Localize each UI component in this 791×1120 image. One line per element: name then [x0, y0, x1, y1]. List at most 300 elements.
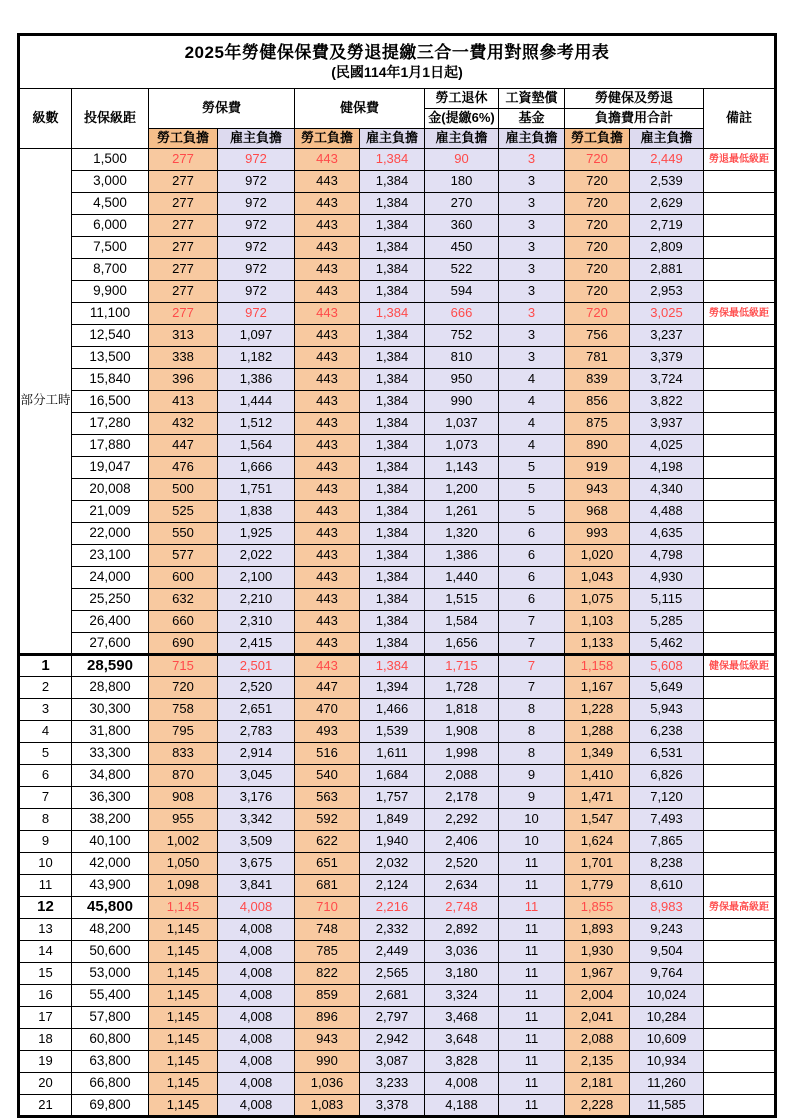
value-cell: 1,200 [425, 479, 499, 501]
value-cell: 11 [499, 1029, 565, 1051]
value-cell: 2,942 [360, 1029, 425, 1051]
table-row [19, 501, 776, 523]
value-cell: 943 [565, 479, 630, 501]
value-cell: 758 [149, 699, 218, 721]
value-cell: 622 [295, 831, 360, 853]
value-cell: 516 [295, 743, 360, 765]
value-cell: 1,288 [565, 721, 630, 743]
value-cell: 972 [218, 193, 295, 215]
value-cell: 972 [218, 171, 295, 193]
value-cell: 972 [218, 281, 295, 303]
value-cell: 443 [295, 347, 360, 369]
value-cell: 447 [295, 677, 360, 699]
value-cell: 2,449 [630, 149, 704, 171]
value-cell: 990 [295, 1051, 360, 1073]
bracket-cell: 34,800 [72, 765, 149, 787]
level-cell: 9 [19, 831, 72, 853]
value-cell: 443 [295, 369, 360, 391]
title-row [19, 35, 776, 89]
value-cell: 6,531 [630, 743, 704, 765]
value-cell: 890 [565, 435, 630, 457]
table-body [19, 149, 776, 1117]
header-labor-employee-share: 勞工負擔 [149, 129, 218, 149]
value-cell: 720 [565, 149, 630, 171]
bracket-cell: 27,600 [72, 633, 149, 655]
header-health-fee: 健保費 [295, 89, 425, 129]
table-row [19, 281, 776, 303]
remark-cell [704, 237, 776, 259]
value-cell: 443 [295, 655, 360, 677]
bracket-cell: 66,800 [72, 1073, 149, 1095]
value-cell: 896 [295, 1007, 360, 1029]
value-cell: 2,032 [360, 853, 425, 875]
value-cell: 2,124 [360, 875, 425, 897]
value-cell: 6 [499, 545, 565, 567]
bracket-cell: 11,100 [72, 303, 149, 325]
value-cell: 447 [149, 435, 218, 457]
value-cell: 1,384 [360, 215, 425, 237]
value-cell: 2,210 [218, 589, 295, 611]
value-cell: 8 [499, 743, 565, 765]
remark-cell [704, 215, 776, 237]
level-cell: 17 [19, 1007, 72, 1029]
table-row [19, 1007, 776, 1029]
value-cell: 1,940 [360, 831, 425, 853]
value-cell: 1,444 [218, 391, 295, 413]
value-cell: 720 [565, 215, 630, 237]
value-cell: 3,468 [425, 1007, 499, 1029]
value-cell: 1,384 [360, 523, 425, 545]
value-cell: 1,261 [425, 501, 499, 523]
value-cell: 443 [295, 633, 360, 655]
bracket-cell: 33,300 [72, 743, 149, 765]
value-cell: 993 [565, 523, 630, 545]
value-cell: 6,826 [630, 765, 704, 787]
value-cell: 3,379 [630, 347, 704, 369]
value-cell: 1,466 [360, 699, 425, 721]
table-row [19, 149, 776, 171]
value-cell: 7,120 [630, 787, 704, 809]
value-cell: 11 [499, 963, 565, 985]
table-row [19, 611, 776, 633]
header-level: 級數 [19, 89, 72, 149]
remark-cell [704, 567, 776, 589]
bracket-cell: 60,800 [72, 1029, 149, 1051]
value-cell: 2,228 [565, 1095, 630, 1117]
remark-cell [704, 259, 776, 281]
value-cell: 859 [295, 985, 360, 1007]
level-cell: 13 [19, 919, 72, 941]
value-cell: 1,930 [565, 941, 630, 963]
value-cell: 443 [295, 325, 360, 347]
remark-cell [704, 633, 776, 655]
bracket-cell: 9,900 [72, 281, 149, 303]
value-cell: 2,783 [218, 721, 295, 743]
remark-cell [704, 479, 776, 501]
value-cell: 2,406 [425, 831, 499, 853]
value-cell: 943 [295, 1029, 360, 1051]
value-cell: 90 [425, 149, 499, 171]
value-cell: 1,838 [218, 501, 295, 523]
level-cell: 11 [19, 875, 72, 897]
remark-cell [704, 545, 776, 567]
value-cell: 8,238 [630, 853, 704, 875]
value-cell: 5 [499, 501, 565, 523]
bracket-cell: 19,047 [72, 457, 149, 479]
value-cell: 9,504 [630, 941, 704, 963]
value-cell: 180 [425, 171, 499, 193]
header-health-employer-share: 雇主負擔 [360, 129, 425, 149]
value-cell: 1,998 [425, 743, 499, 765]
value-cell: 972 [218, 259, 295, 281]
value-cell: 3,937 [630, 413, 704, 435]
bracket-cell: 16,500 [72, 391, 149, 413]
bracket-cell: 7,500 [72, 237, 149, 259]
value-cell: 1,043 [565, 567, 630, 589]
remark-cell [704, 523, 776, 545]
value-cell: 500 [149, 479, 218, 501]
value-cell: 11 [499, 941, 565, 963]
bracket-cell: 23,100 [72, 545, 149, 567]
value-cell: 4 [499, 413, 565, 435]
value-cell: 919 [565, 457, 630, 479]
bracket-cell: 50,600 [72, 941, 149, 963]
value-cell: 1,728 [425, 677, 499, 699]
table-row [19, 325, 776, 347]
bracket-cell: 69,800 [72, 1095, 149, 1117]
level-cell: 19 [19, 1051, 72, 1073]
value-cell: 1,073 [425, 435, 499, 457]
value-cell: 3,342 [218, 809, 295, 831]
value-cell: 1,715 [425, 655, 499, 677]
table-row [19, 897, 776, 919]
header-pension-line1: 勞工退休 [425, 89, 499, 109]
value-cell: 1,384 [360, 611, 425, 633]
value-cell: 11 [499, 875, 565, 897]
value-cell: 2,520 [425, 853, 499, 875]
table-row [19, 809, 776, 831]
value-cell: 1,145 [149, 1029, 218, 1051]
value-cell: 3,045 [218, 765, 295, 787]
value-cell: 651 [295, 853, 360, 875]
header-total-employer-share: 雇主負擔 [630, 129, 704, 149]
value-cell: 11 [499, 1095, 565, 1117]
value-cell: 3,724 [630, 369, 704, 391]
value-cell: 3,087 [360, 1051, 425, 1073]
value-cell: 5,608 [630, 655, 704, 677]
value-cell: 8,610 [630, 875, 704, 897]
value-cell: 277 [149, 193, 218, 215]
value-cell: 2,809 [630, 237, 704, 259]
value-cell: 2,565 [360, 963, 425, 985]
value-cell: 3 [499, 325, 565, 347]
value-cell: 7 [499, 611, 565, 633]
value-cell: 5 [499, 479, 565, 501]
table-row [19, 985, 776, 1007]
value-cell: 443 [295, 215, 360, 237]
value-cell: 443 [295, 237, 360, 259]
remark-cell [704, 743, 776, 765]
value-cell: 2,539 [630, 171, 704, 193]
value-cell: 1,666 [218, 457, 295, 479]
value-cell: 443 [295, 523, 360, 545]
header-bracket: 投保級距 [72, 89, 149, 149]
value-cell: 1,384 [360, 655, 425, 677]
value-cell: 277 [149, 215, 218, 237]
value-cell: 666 [425, 303, 499, 325]
value-cell: 1,098 [149, 875, 218, 897]
value-cell: 1,384 [360, 413, 425, 435]
table-row [19, 303, 776, 325]
level-cell: 20 [19, 1073, 72, 1095]
value-cell: 1,440 [425, 567, 499, 589]
value-cell: 2,041 [565, 1007, 630, 1029]
table-row [19, 589, 776, 611]
value-cell: 3 [499, 171, 565, 193]
value-cell: 7 [499, 677, 565, 699]
value-cell: 752 [425, 325, 499, 347]
title-block [19, 35, 776, 89]
value-cell: 1,384 [360, 479, 425, 501]
value-cell: 4 [499, 435, 565, 457]
value-cell: 4,198 [630, 457, 704, 479]
value-cell: 2,520 [218, 677, 295, 699]
value-cell: 3,036 [425, 941, 499, 963]
value-cell: 2,953 [630, 281, 704, 303]
remark-cell [704, 721, 776, 743]
value-cell: 525 [149, 501, 218, 523]
value-cell: 1,515 [425, 589, 499, 611]
value-cell: 600 [149, 567, 218, 589]
bracket-cell: 55,400 [72, 985, 149, 1007]
value-cell: 1,384 [360, 347, 425, 369]
bracket-cell: 26,400 [72, 611, 149, 633]
bracket-cell: 40,100 [72, 831, 149, 853]
value-cell: 1,893 [565, 919, 630, 941]
value-cell: 632 [149, 589, 218, 611]
table-row [19, 369, 776, 391]
level-cell: 21 [19, 1095, 72, 1117]
value-cell: 396 [149, 369, 218, 391]
value-cell: 443 [295, 281, 360, 303]
value-cell: 1,967 [565, 963, 630, 985]
value-cell: 1,145 [149, 1007, 218, 1029]
value-cell: 2,178 [425, 787, 499, 809]
value-cell: 1,133 [565, 633, 630, 655]
level-cell: 12 [19, 897, 72, 919]
header-labor-fee: 勞保費 [149, 89, 295, 129]
value-cell: 1,394 [360, 677, 425, 699]
remark-cell [704, 1051, 776, 1073]
value-cell: 1,384 [360, 369, 425, 391]
value-cell: 5,462 [630, 633, 704, 655]
bracket-cell: 13,500 [72, 347, 149, 369]
bracket-cell: 53,000 [72, 963, 149, 985]
value-cell: 955 [149, 809, 218, 831]
value-cell: 476 [149, 457, 218, 479]
header-pension-line2: 金(提繳6%) [425, 109, 499, 129]
value-cell: 1,818 [425, 699, 499, 721]
value-cell: 1,384 [360, 281, 425, 303]
value-cell: 3 [499, 303, 565, 325]
value-cell: 1,611 [360, 743, 425, 765]
table-row [19, 853, 776, 875]
value-cell: 2,022 [218, 545, 295, 567]
value-cell: 3,233 [360, 1073, 425, 1095]
value-cell: 3 [499, 259, 565, 281]
value-cell: 690 [149, 633, 218, 655]
table-row [19, 567, 776, 589]
value-cell: 1,228 [565, 699, 630, 721]
remark-cell: 勞退最低級距 [704, 149, 776, 171]
value-cell: 443 [295, 457, 360, 479]
value-cell: 6 [499, 523, 565, 545]
table-row [19, 875, 776, 897]
value-cell: 3,378 [360, 1095, 425, 1117]
value-cell: 2,449 [360, 941, 425, 963]
remark-cell: 健保最低級距 [704, 655, 776, 677]
value-cell: 908 [149, 787, 218, 809]
value-cell: 2,088 [425, 765, 499, 787]
value-cell: 277 [149, 281, 218, 303]
value-cell: 972 [218, 303, 295, 325]
reference-sheet [17, 33, 777, 1118]
level-cell: 18 [19, 1029, 72, 1051]
table-row [19, 787, 776, 809]
value-cell: 4,008 [425, 1073, 499, 1095]
value-cell: 443 [295, 501, 360, 523]
value-cell: 4,008 [218, 985, 295, 1007]
value-cell: 6,238 [630, 721, 704, 743]
value-cell: 720 [565, 259, 630, 281]
header-total-line1: 勞健保及勞退 [565, 89, 704, 109]
value-cell: 540 [295, 765, 360, 787]
value-cell: 720 [565, 171, 630, 193]
table-row [19, 1095, 776, 1117]
value-cell: 443 [295, 171, 360, 193]
value-cell: 11 [499, 1073, 565, 1095]
value-cell: 3,025 [630, 303, 704, 325]
value-cell: 1,925 [218, 523, 295, 545]
bracket-cell: 36,300 [72, 787, 149, 809]
value-cell: 4,008 [218, 1095, 295, 1117]
remark-cell [704, 1029, 776, 1051]
value-cell: 470 [295, 699, 360, 721]
part-time-merged-cell: 部分工時 [19, 149, 72, 655]
table-row [19, 677, 776, 699]
value-cell: 2,719 [630, 215, 704, 237]
value-cell: 1,384 [360, 303, 425, 325]
remark-cell [704, 457, 776, 479]
value-cell: 710 [295, 897, 360, 919]
bracket-cell: 4,500 [72, 193, 149, 215]
value-cell: 810 [425, 347, 499, 369]
remark-cell [704, 963, 776, 985]
value-cell: 990 [425, 391, 499, 413]
value-cell: 4 [499, 391, 565, 413]
value-cell: 795 [149, 721, 218, 743]
value-cell: 10 [499, 809, 565, 831]
value-cell: 8 [499, 699, 565, 721]
value-cell: 1,539 [360, 721, 425, 743]
value-cell: 2,748 [425, 897, 499, 919]
value-cell: 1,158 [565, 655, 630, 677]
value-cell: 1,384 [360, 149, 425, 171]
header-wage-fund-line1: 工資墊償 [499, 89, 565, 109]
remark-cell [704, 1095, 776, 1117]
header-row-group-1 [19, 89, 776, 109]
value-cell: 822 [295, 963, 360, 985]
value-cell: 4,188 [425, 1095, 499, 1117]
remark-cell: 勞保最低級距 [704, 303, 776, 325]
value-cell: 9 [499, 765, 565, 787]
value-cell: 1,145 [149, 963, 218, 985]
value-cell: 833 [149, 743, 218, 765]
value-cell: 2,088 [565, 1029, 630, 1051]
bracket-cell: 8,700 [72, 259, 149, 281]
value-cell: 9,764 [630, 963, 704, 985]
value-cell: 2,135 [565, 1051, 630, 1073]
table-row [19, 831, 776, 853]
header-wage-fund-employer-share: 雇主負擔 [499, 129, 565, 149]
value-cell: 3 [499, 347, 565, 369]
remark-cell [704, 765, 776, 787]
value-cell: 443 [295, 391, 360, 413]
value-cell: 870 [149, 765, 218, 787]
value-cell: 443 [295, 259, 360, 281]
value-cell: 4,340 [630, 479, 704, 501]
remark-cell [704, 1073, 776, 1095]
table-row [19, 523, 776, 545]
bracket-cell: 24,000 [72, 567, 149, 589]
level-cell: 4 [19, 721, 72, 743]
remark-cell [704, 831, 776, 853]
value-cell: 7 [499, 655, 565, 677]
value-cell: 4,798 [630, 545, 704, 567]
table-row [19, 721, 776, 743]
value-cell: 4,008 [218, 1007, 295, 1029]
value-cell: 1,908 [425, 721, 499, 743]
value-cell: 1,384 [360, 435, 425, 457]
level-cell: 6 [19, 765, 72, 787]
value-cell: 720 [565, 281, 630, 303]
value-cell: 972 [218, 149, 295, 171]
table-row [19, 699, 776, 721]
value-cell: 2,332 [360, 919, 425, 941]
table-row [19, 919, 776, 941]
level-cell: 5 [19, 743, 72, 765]
table-row [19, 655, 776, 677]
value-cell: 2,651 [218, 699, 295, 721]
value-cell: 3,841 [218, 875, 295, 897]
value-cell: 3,237 [630, 325, 704, 347]
value-cell: 493 [295, 721, 360, 743]
value-cell: 1,471 [565, 787, 630, 809]
value-cell: 720 [565, 237, 630, 259]
value-cell: 432 [149, 413, 218, 435]
value-cell: 2,216 [360, 897, 425, 919]
value-cell: 2,004 [565, 985, 630, 1007]
value-cell: 550 [149, 523, 218, 545]
header-remark: 備註 [704, 89, 776, 149]
remark-cell [704, 919, 776, 941]
bracket-cell: 57,800 [72, 1007, 149, 1029]
value-cell: 2,629 [630, 193, 704, 215]
bracket-cell: 12,540 [72, 325, 149, 347]
value-cell: 4,008 [218, 963, 295, 985]
value-cell: 1,097 [218, 325, 295, 347]
value-cell: 2,292 [425, 809, 499, 831]
